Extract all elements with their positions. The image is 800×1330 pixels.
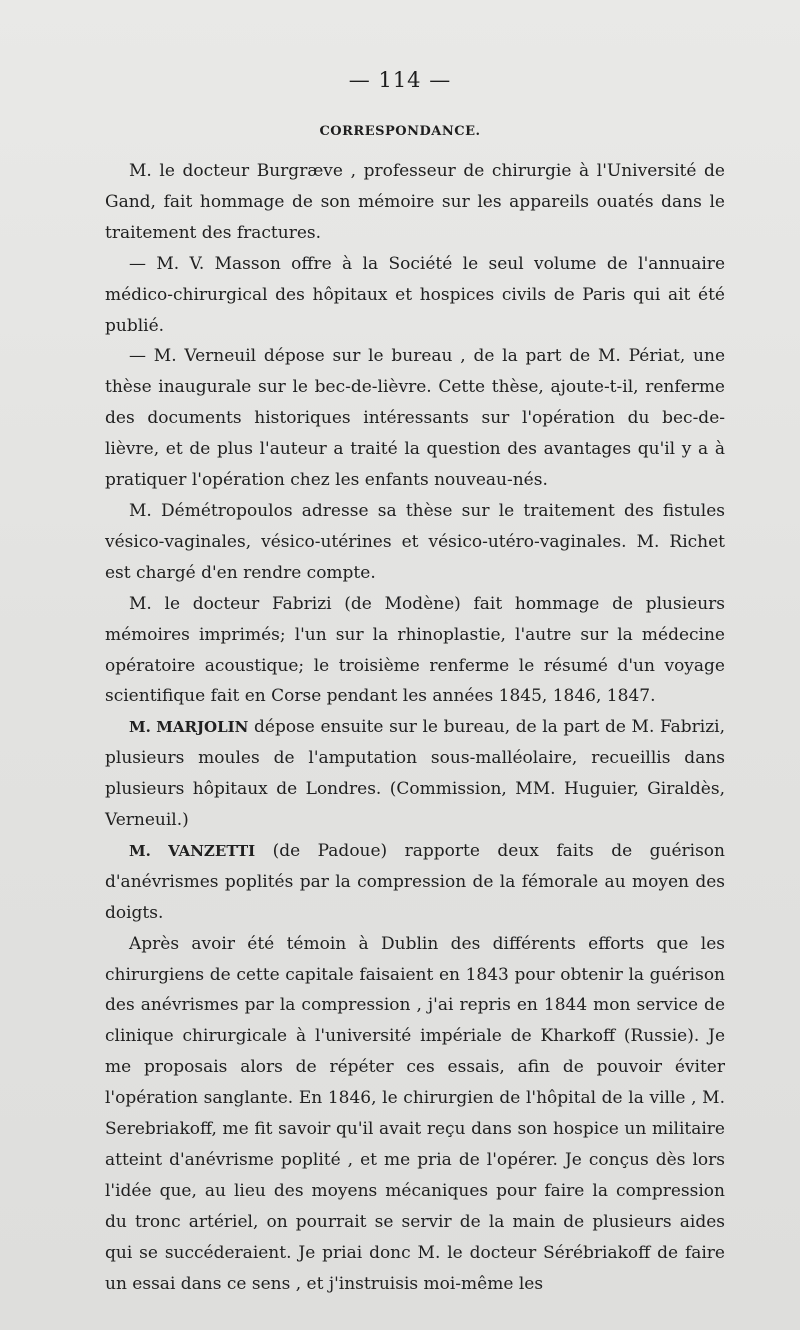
paragraph-demetropoulos — [105, 496, 725, 589]
paragraph-marjolin — [105, 712, 725, 836]
paragraph-text: M. Démétropoulos adresse sa thèse sur le traitement des fistules vésico-vaginales, vésico-utérines et vésico-utéro-vaginales. M. Richet est chargé d'en rendre compte. — [105, 500, 725, 583]
body-text — [105, 156, 725, 1300]
paragraph-fabrizi — [105, 589, 725, 713]
paragraph-text: M. le docteur Burgræve , professeur de chirurgie à l'Université de Gand, fait hommage de son mémoire sur les appareils ouatés dans le traitement des fractures. — [105, 161, 725, 243]
paragraph-text: dépose ensuite sur le bureau, de la part de M. Fabrizi, plusieurs moules de l'amputation sous-malléolaire, recueillis dans plusieurs hôpitaux de Londres. (Commission, MM. Huguier, Giraldès, Verneuil.) — [105, 717, 725, 831]
speaker-name: M. VANZETTI — [129, 841, 256, 860]
page-number: — 114 — — [348, 68, 452, 92]
section-title: CORRESPONDANCE. — [319, 124, 481, 139]
paragraph-text: (de Padoue) rapporte deux faits de guérison d'anévrismes poplités par la compression de la fémorale au moyen des doigts. — [105, 840, 725, 923]
paragraph-text: M. le docteur Fabrizi (de Modène) fait hommage de plusieurs mémoires imprimés; l'un sur la rhinoplastie, l'autre sur la médecine opératoire acoustique; le troisième renferme le résumé d'un voyage scientifique fait en Corse pendant les années 1845, 1846, 1847. — [105, 593, 725, 707]
speaker-name: M. MARJOLIN — [129, 718, 249, 737]
paragraph-burgraeve — [105, 156, 725, 249]
paragraph-text: — M. Verneuil dépose sur le bureau , de la part de M. Périat, une thèse inaugurale sur le bec-de-lièvre. Cette thèse, ajoute-t-il, renferme des documents historiques intéressants sur l'opération du bec-de-lièvre, et de plus l'auteur a traité la question des avantages qu'il y a à pratiquer l'opération chez les enfants nouveau-nés. — [105, 346, 725, 491]
paragraph-account — [105, 929, 725, 1300]
paragraph-verneuil — [105, 341, 725, 496]
paragraph-masson — [105, 249, 725, 342]
paragraph-text: — M. V. Masson offre à la Société le seul volume de l'annuaire médico-chirurgical des hôpitaux et hospices civils de Paris qui ait été publié. — [105, 253, 725, 336]
paragraph-vanzetti — [105, 836, 725, 929]
paragraph-text: Après avoir été témoin à Dublin des différents efforts que les chirurgiens de cette capitale faisaient en 1843 pour obtenir la guérison des anévrismes par la compression , j'ai repris en 1844 mon service de clinique chirurgicale à l'université impériale de Kharkoff (Russie). Je me proposais alors de répéter ces essais, afin de pouvoir éviter l'opération sanglante. En 1846, le chirurgien de l'hôpital de la ville , M. Serebriakoff, me fit savoir qu'il avait reçu dans son hospice un militaire atteint d'anévrisme poplité , et me pria de l'opérer. Je conçus dès lors l'idée que, au lieu des moyens mécaniques pour faire la compression du tronc artériel, on pourrait se servir de la main de plusieurs aides qui se succéderaient. Je priai donc M. le docteur Sérébriakoff de faire un essai dans ce sens , et j'instruisis moi-même les — [105, 933, 725, 1294]
